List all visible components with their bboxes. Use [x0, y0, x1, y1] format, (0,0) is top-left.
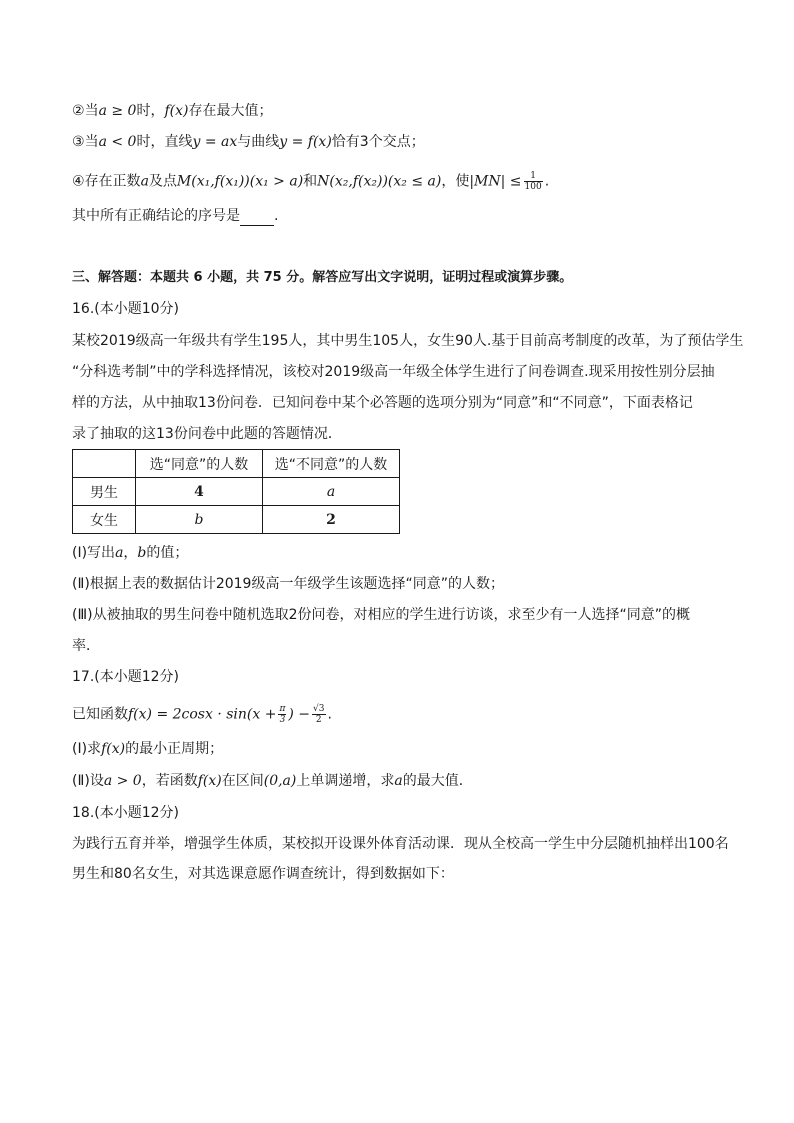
math-point-n: N(x₂,f(x₂))(x₂ ≤ a): [317, 173, 442, 190]
q16-para-line: “分科选考制”中的学科选择情况，该校对2019级高一年级全体学生进行了问卷调查.现采用按性别分层抽: [72, 364, 715, 380]
fraction: [524, 171, 543, 192]
text: 上单调递增，求: [296, 773, 395, 789]
math-interval: (0,a): [263, 773, 297, 789]
text: 的值；: [146, 545, 189, 561]
text: (Ⅱ)设: [72, 773, 104, 789]
statement-marker: ②: [72, 103, 85, 119]
table-header-cell: 选“不同意”的人数: [263, 450, 400, 478]
fraction: [312, 704, 325, 725]
math-text: ) −: [288, 706, 311, 723]
text: 的最小正周期；: [125, 741, 224, 757]
math-curve: y = f(x): [279, 134, 332, 150]
table-cell: 男生: [73, 478, 136, 506]
statement-3: [72, 132, 425, 152]
text: 和: [303, 173, 318, 190]
q16-para-line: 录了抽取的这13份问卷中此题的答题情况．: [72, 426, 342, 442]
fraction-denominator: 100: [524, 182, 542, 192]
text: ，若函数: [141, 773, 198, 789]
table-cell: a: [263, 478, 400, 506]
text: 时，直线: [136, 134, 193, 150]
fraction-numerator: π: [279, 704, 286, 714]
table-row: [73, 506, 400, 534]
q16-sub1: [72, 543, 188, 563]
fraction-numerator: 1: [524, 171, 543, 182]
math-point-m: M(x₁,f(x₁))(x₁ > a): [176, 173, 304, 190]
math-fx: f(x): [197, 773, 222, 789]
q17-given: [72, 704, 332, 725]
q16-header: 16.(本小题10分): [72, 301, 180, 317]
q18-para-line: 男生和80名女生，对其选课意愿作调查统计，得到数据如下：: [72, 866, 454, 882]
conclusion-line: [72, 206, 278, 226]
math-condition: a ≥ 0: [98, 103, 137, 119]
math-a: a: [394, 773, 403, 789]
q18-header: 18.(本小题12分): [72, 805, 180, 821]
table-cell: b: [136, 506, 263, 534]
math-a: a: [115, 545, 124, 561]
text: ，: [123, 545, 138, 561]
q18-para-line: 为践行五育并举，增强学生体质，某校拟开设课外体育活动课．现从全校高一学生中分层随机抽样出100名: [72, 836, 729, 852]
q16-sub2: (Ⅱ)根据上表的数据估计2019级高一年级学生该题选择“同意”的人数；: [72, 576, 504, 592]
q16-para-line: 某校2019级高一年级共有学生195人，其中男生105人，女生90人.基于目前高考制度的改革，为了预估学生: [72, 333, 744, 349]
q16-para-line: 样的方法，从中抽取13份问卷．已知问卷中某个必答题的选项分别为“同意”和“不同意”，下面表格记: [72, 395, 693, 411]
fraction-denominator: 3: [279, 715, 286, 725]
text: 存在正数: [84, 173, 141, 190]
text: 存在最大值；: [188, 103, 273, 119]
text: 与曲线: [237, 134, 280, 150]
text: (Ⅰ)写出: [72, 545, 116, 561]
q16-sub3: (Ⅲ)从被抽取的男生问卷中随机选取2份问卷，对相应的学生进行访谈，求至少有一人选择“同意”的概: [72, 607, 690, 623]
answer-blank[interactable]: [240, 211, 274, 226]
table-header-cell: 选“同意”的人数: [136, 450, 263, 478]
statement-marker: ③: [72, 134, 85, 150]
table-header-cell: [73, 450, 136, 478]
table-cell: 4: [136, 478, 263, 506]
math-condition: a > 0: [103, 773, 142, 789]
math-line: y = ax: [192, 134, 238, 150]
text: 恰有3个交点；: [331, 134, 425, 150]
math-a: a: [140, 173, 149, 190]
conclusion-text: 其中所有正确结论的序号是: [72, 208, 240, 224]
math-b: b: [137, 545, 147, 561]
fraction-numerator: √3: [313, 704, 325, 714]
table-row: [73, 478, 400, 506]
math-fx: f(x): [164, 103, 189, 119]
fraction-denominator: 2: [315, 715, 322, 725]
text: 的最大值．: [402, 773, 473, 789]
text: 当: [84, 134, 99, 150]
statement-marker: ④: [72, 173, 85, 190]
statement-2: [72, 101, 272, 121]
text: 及点: [148, 173, 177, 190]
table-header-row: [73, 450, 400, 478]
fraction: [278, 704, 286, 725]
text: (Ⅰ)求: [72, 741, 102, 757]
math-function: f(x) = 2cosx · sin(x +: [128, 706, 277, 723]
table-cell: 女生: [73, 506, 136, 534]
statement-4: [72, 171, 549, 192]
table-cell: 2: [263, 506, 400, 534]
text: ，使: [441, 173, 470, 190]
survey-table: [72, 449, 400, 534]
math-condition: a < 0: [98, 134, 137, 150]
text: 当: [84, 103, 99, 119]
math-mn: |MN| ≤: [469, 173, 522, 190]
math-fx: f(x): [101, 741, 126, 757]
section-heading: 三、解答题：本题共 6 小题，共 75 分。解答应写出文字说明，证明过程或演算步骤。: [72, 270, 573, 285]
q17-sub1: [72, 739, 223, 759]
text: .: [274, 208, 279, 224]
text: .: [327, 706, 332, 723]
q16-sub3-cont: 率．: [72, 638, 100, 654]
text: 已知函数: [72, 706, 128, 723]
text: 时，: [136, 103, 165, 119]
text: 在区间: [221, 773, 264, 789]
q17-header: 17.(本小题12分): [72, 669, 180, 685]
q17-sub2: [72, 771, 473, 791]
text: .: [544, 173, 550, 190]
